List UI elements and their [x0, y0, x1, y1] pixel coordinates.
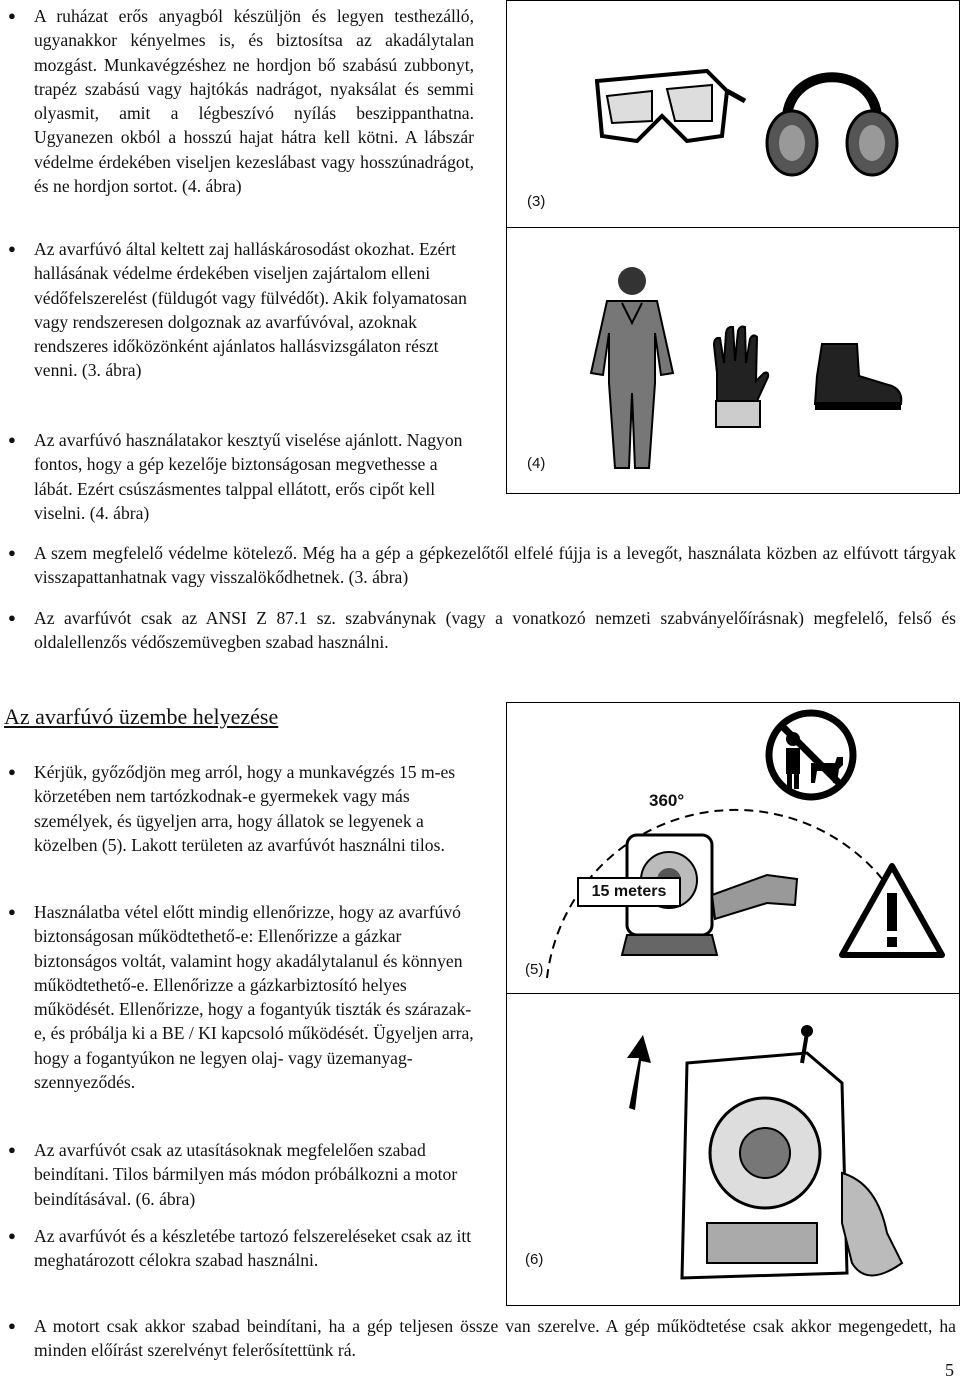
protective-overall-icon	[577, 263, 687, 478]
work-glove-icon	[702, 323, 772, 433]
bullet-marker: ●	[8, 764, 16, 779]
paragraph-intended-use: Az avarfúvót és a készletébe tartozó felszereléseket csak az itt meghatározott célokra szabad használni.	[34, 1226, 472, 1271]
ear-muffs-icon	[757, 51, 907, 181]
bullet-marker: ●	[8, 432, 16, 447]
paragraph-ansi: Az avarfúvót csak az ANSI Z 87.1 sz. szabványnak (vagy a vonatkozó nemzeti szabványelőírásnak) megfelelő, felső és oldalellenzős védőszemüvegben szabad használni.	[34, 608, 956, 653]
angle-360-label: 360°	[649, 791, 685, 810]
figure-label-5: (5)	[525, 961, 544, 978]
bullet-marker: ●	[8, 1228, 16, 1243]
figure-box-startup	[506, 702, 960, 1306]
bullet-marker: ●	[8, 1318, 16, 1333]
figure-label-3: (3)	[527, 193, 546, 210]
paragraph-eye-protection: A szem megfelelő védelme kötelező. Még ha a gép a gépkezelőtől elfelé fújja is a levegőt, használata közben az elfúvott tárgyak visszapattanhatnak vagy visszalökődhetnek. (3. ábra)	[34, 543, 956, 588]
section-title: Az avarfúvó üzembe helyezése	[4, 704, 279, 729]
bullet-marker: ●	[8, 241, 16, 256]
paragraph-assembled: A motort csak akkor szabad beindítani, ha a gép teljesen össze van szerelve. A gép működtetése csak akkor megengedett, ha minden előírást szerelvényt felerősítettünk rá.	[34, 1316, 956, 1361]
safety-goggles-icon	[587, 61, 747, 161]
paragraph-start-instructions: Az avarfúvót csak az utasításoknak megfelelően szabad beindítani. Tilos bármilyen más módon próbálkozni a motor beindításával. (6. ábra)	[34, 1140, 458, 1209]
safety-boot-icon	[807, 336, 907, 416]
figure-divider	[507, 227, 959, 228]
blower-engine-start-icon	[637, 1023, 907, 1298]
figure-label-6: (6)	[525, 1251, 544, 1268]
bullet-marker: ●	[8, 8, 16, 23]
paragraph-clothing: A ruházat erős anyagból készüljön és legyen testhezálló, ugyanakkor kényelmes is, és biztosítsa az akadálytalan mozgást. Munkavégzéshez ne hordjon bő szabású zubbonyt, trapéz szabású vagy hajtókás nadrágot, nyaksálat és semmi olyasmit, amit a légbeszívó nyílás beszippanthatna. Ugyanezen okból a hosszú hajat hátra kell kötni. A lábszár védelme érdekében viseljen kezeslábast vagy hosszúnadrágot, és ne hordjon sortot. (4. ábra)	[34, 6, 474, 197]
figure-label-4: (4)	[527, 455, 546, 472]
distance-text: 15 meters	[591, 883, 667, 900]
bullet-marker: ●	[8, 904, 16, 919]
warning-triangle-icon	[837, 861, 947, 961]
figure-box-protective-equipment	[506, 0, 960, 494]
paragraph-pre-use-check: Használatba vétel előtt mindig ellenőrizze, hogy az avarfúvó biztonságosan működtethető-e: Ellenőrizze a gázkar biztonságos voltát, valamint hogy akadálytalanul és könnyen működtethető-e. Ellenőrizze a gázkarbiztosító helyes működését. Ellenőrizze, hogy a fogantyúk tiszták és szárazak-e, és próbálja ki a BE / KI kapcsoló működését. Ügyeljen arra, hogy a fogantyúkon ne legyen olaj- vagy üzemanyag-szennyeződés.	[34, 902, 474, 1093]
figure-divider	[507, 993, 959, 994]
paragraph-gloves: Az avarfúvó használatakor kesztyű viselése ajánlott. Nagyon fontos, hogy a gép kezelője biztonságosan megvethesse a lábát. Ezért csúszásmentes talppal ellátott, erős cipőt kell viselni. (4. ábra)	[34, 430, 463, 523]
bullet-marker: ●	[8, 545, 16, 560]
distance-15-meters-label	[577, 877, 681, 907]
bullet-marker: ●	[8, 1142, 16, 1157]
page-number: 5	[945, 1360, 954, 1380]
paragraph-15m-radius: Kérjük, győződjön meg arról, hogy a munkavégzés 15 m-es körzetében nem tartózkodnak-e gyermekek vagy más személyek, és ügyeljen arra, hogy állatok se legyenek a közelben (5). Lakott területen az avarfúvót használni tilos.	[34, 762, 456, 855]
no-people-animals-icon	[763, 707, 859, 803]
paragraph-hearing: Az avarfúvó által keltett zaj halláskárosodást okozhat. Ezért hallásának védelme érdekében viseljen zajártalom elleni védőfelszerelést (füldugót vagy fülvédőt). Akik folyamatosan vagy rendszeresen dolgoznak az avarfúvóval, azoknak rendszeres időközönként ajánlatos hallásvizsgálaton részt venni. (3. ábra)	[34, 239, 467, 381]
bullet-marker: ●	[8, 610, 16, 625]
